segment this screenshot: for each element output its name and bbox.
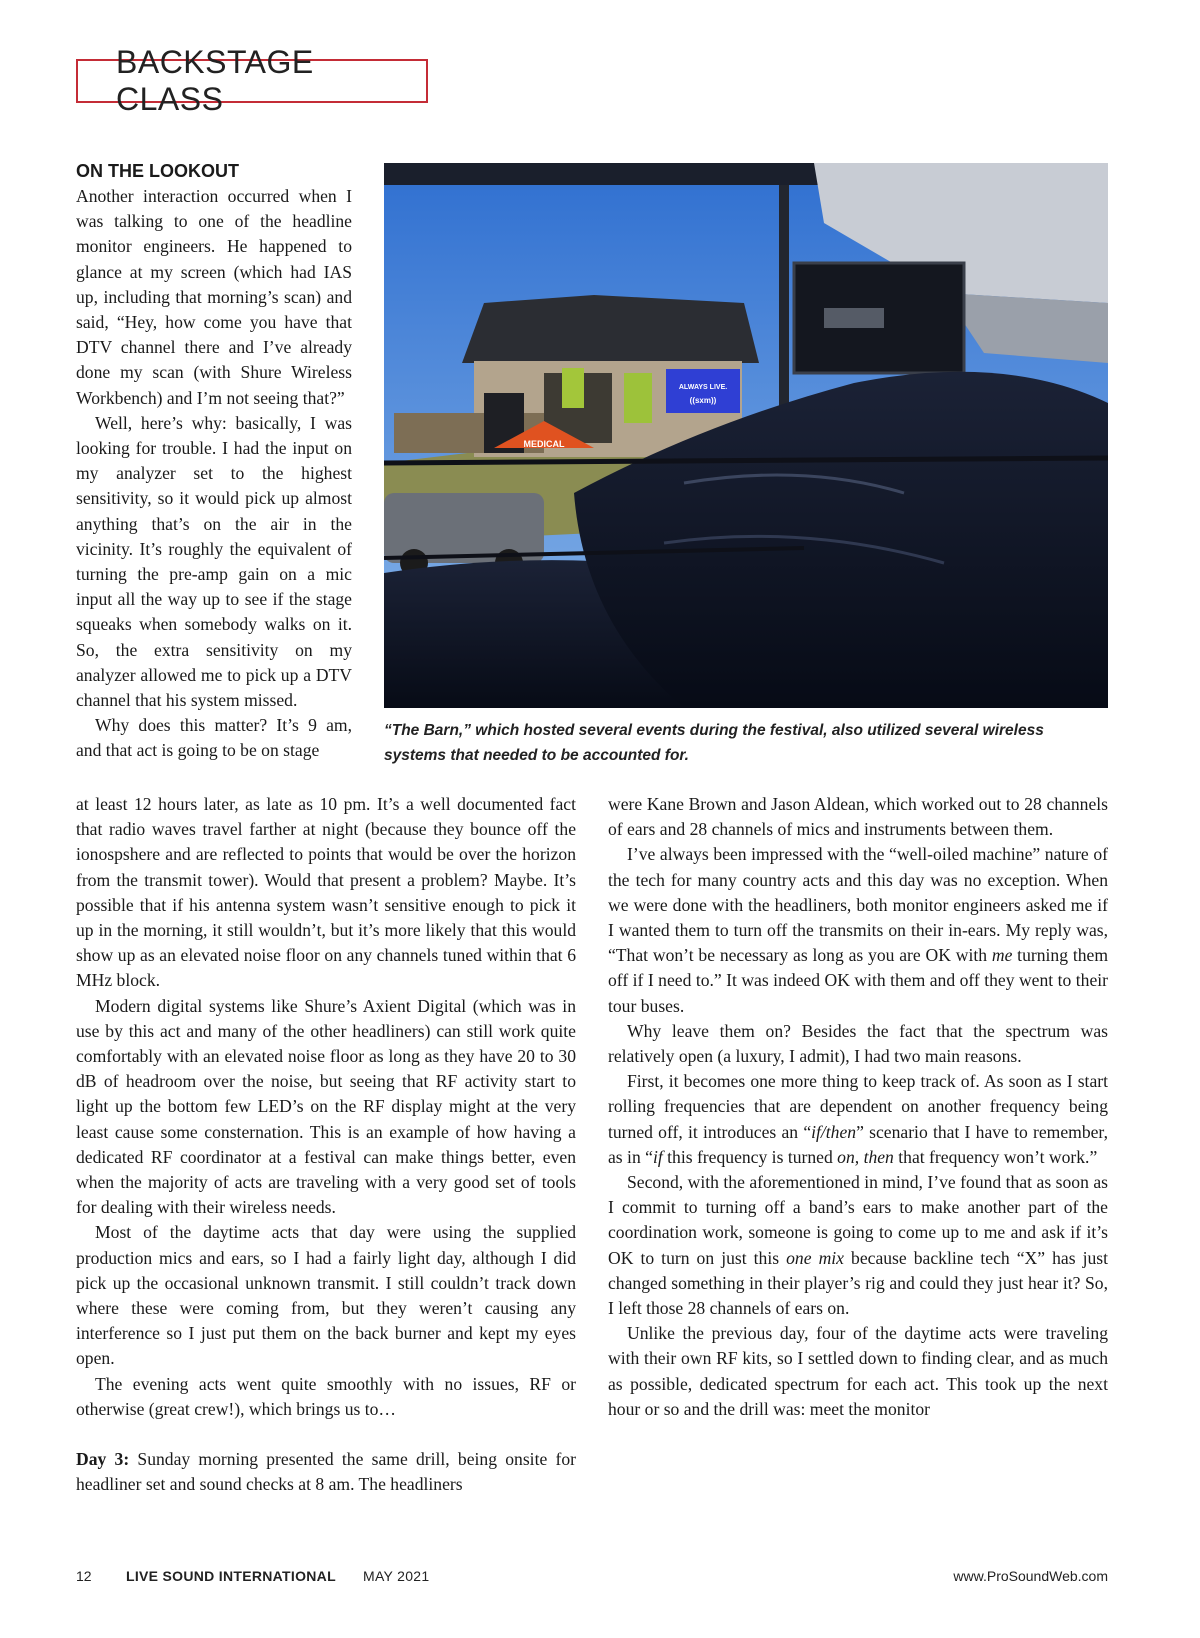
subhead: ON THE LOOKOUT (76, 161, 239, 181)
paragraph (608, 1170, 1108, 1321)
emphasis: on, then (837, 1146, 894, 1167)
paragraph: Modern digital systems like Shure’s Axient Digital (which was in use by this act and many of the other headliners) can still work quite comfortably with an elevated noise floor as long as they have 20 to 30 dB of headroom over the noise, but seeing that RF activity start to light up the bottom few LED’s on the RF display might at the very least cause some consternation. This is an example of how having a dedicated RF coordinator at a festival can make things better, even when the majority of acts are traveling with a very good set of tools for dealing with their wireless needs. (76, 995, 576, 1218)
text-run: First, it becomes one more thing to keep track of. As soon as I start rolling frequencies that are dependent on another frequency being turned off, it introduces an “ (608, 1071, 1108, 1142)
text-run: turning them off if I need to.” It was indeed OK with them and off they went to their tour buses. (608, 945, 1109, 1016)
text-run: that frequency won’t work.” (893, 1146, 1098, 1167)
paragraph: at least 12 hours later, as late as 10 pm. It’s a well documented fact that radio waves travel farther at night (because they bounce off the ionospshere and are reflected to points that would be over the horizon from the transmit tower). Would that present a problem? Maybe. It’s possible that if his antenna system wasn’t sensitive enough to pick it up in the morning, it still wouldn’t, but it’s more likely that this would show up as an elevated noise floor on any channels tuned within that 6 MHz block. (76, 794, 576, 991)
section-header (76, 44, 428, 117)
paragraph: were Kane Brown and Jason Aldean, which worked out to 28 channels of ears and 28 channels of mics and instruments between them. (608, 794, 1108, 840)
left-column (76, 792, 576, 1498)
intro-column (76, 158, 352, 764)
medical-tent-label: MEDICAL (523, 439, 565, 449)
text-run: Second, with the aforementioned in mind, I’ve found that as soon as I commit to turning off a band’s ears to make another part of the coordination work, someone is going to come up to me and ask if it’s OK to turn on just this (608, 1172, 1108, 1268)
text-run: this frequency is turned (662, 1146, 838, 1167)
emphasis: me (991, 945, 1013, 966)
banner-text-line2: ((sxm)) (689, 396, 717, 405)
website-url: www.ProSoundWeb.com (953, 1568, 1108, 1584)
page-number: 12 (76, 1568, 92, 1584)
day3-paragraph (76, 1447, 576, 1497)
paragraph: Another interaction occurred when I was talking to one of the headline monitor engineers. He happened to glance at my screen (which had IAS up, including that morning’s scan) and said, “Hey, how come you have that DTV channel there and I’ve already done my scan (with Shure Wireless Workbench) and I’m not seeing that?” (76, 186, 352, 408)
section-title: BACKSTAGE CLASS (116, 44, 314, 117)
publication-name: LIVE SOUND INTERNATIONAL (126, 1568, 336, 1584)
paragraph: Why does this matter? It’s 9 am, and that act is going to be on stage (76, 715, 352, 761)
issue-date: MAY 2021 (363, 1568, 430, 1584)
emphasis: if/then (811, 1121, 857, 1142)
paragraph: Unlike the previous day, four of the daytime acts were traveling with their own RF kits, so I settled down to finding clear, and as much as possible, dedicated spectrum for each act. This took up the next hour or so and the drill was: meet the monitor (608, 1323, 1108, 1419)
photo-caption: “The Barn,” which hosted several events during the festival, also utilized several wireless systems that needed to be accounted for. (384, 722, 1044, 764)
right-column (608, 792, 1108, 1422)
paragraph (608, 1069, 1108, 1170)
day3-label: Day 3: (76, 1449, 130, 1470)
text-run: ” scenario that I have to remember, as in “ (608, 1121, 1108, 1167)
paragraph: Most of the daytime acts that day were using the supplied production mics and ears, so I had a fairly light day, although I did pick up the occasional unknown transmit. I still couldn’t track down where these were coming from, but they weren’t causing any interference so I just put them on the back burner and kept my eyes open. (76, 1222, 576, 1369)
paragraph: Well, here’s why: basically, I was looking for trouble. I had the input on my analyzer set to the highest sensitivity, so it would pick up almost anything that’s on the air in the vicinity. It’s roughly the equivalent of turning the pre-amp gain on a mic input all the way up to see if the stage squeaks when somebody walks on it. So, the extra sensitivity on my analyzer allowed me to pick up a DTV channel that his system missed. (76, 412, 352, 711)
paragraph: The evening acts went quite smoothly with no issues, RF or otherwise (great crew!), which brings us to… (76, 1373, 576, 1419)
paragraph (608, 842, 1108, 1018)
banner-text-line1: ALWAYS LIVE. (678, 384, 728, 391)
emphasis: if (652, 1146, 663, 1167)
day3-text: Sunday morning presented the same drill, being onsite for headliner set and sound checks at 8 am. The headliners (76, 1449, 577, 1495)
barn-photo-illustration (384, 163, 1108, 708)
paragraph: Why leave them on? Besides the fact that the spectrum was relatively open (a luxury, I admit), I had two main reasons. (608, 1020, 1108, 1067)
emphasis: one mix (786, 1247, 844, 1268)
text-run: because backline tech “X” has just changed something in their player’s rig and could they just hear it? So, I left those 28 channels of ears on. (608, 1247, 1108, 1319)
barn-photo (384, 163, 1108, 708)
text-run: I’ve always been impressed with the “well-oiled machine” nature of the tech for many country acts and this day was no exception. When we were done with the headliners, both monitor engineers asked me if I wanted them to turn off the transmits on their in-ears. My reply was, “That won’t be necessary as long as you are OK with (608, 844, 1108, 966)
page-footer (76, 1568, 1108, 1590)
